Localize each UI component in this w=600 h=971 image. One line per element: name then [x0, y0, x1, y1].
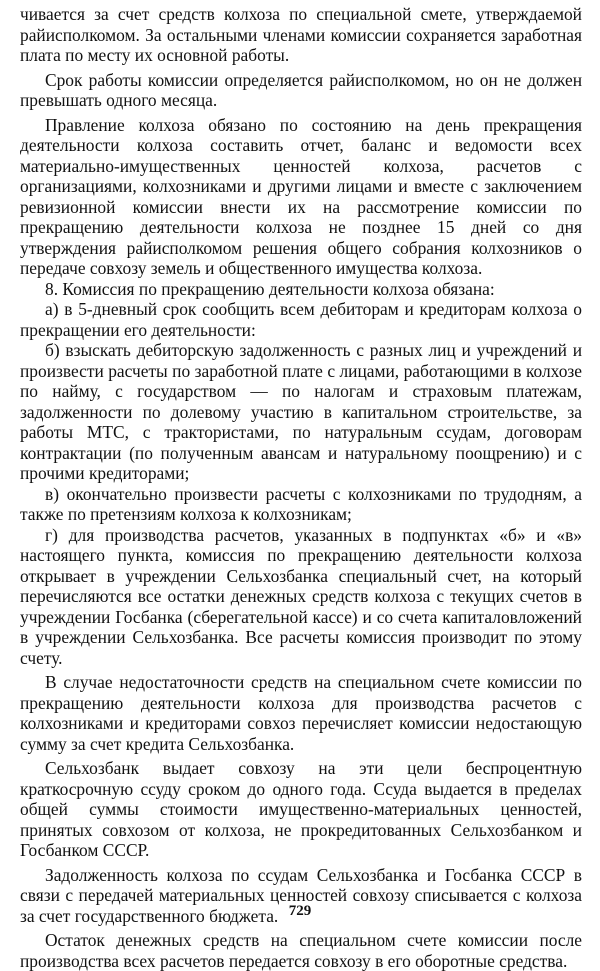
paragraph-6: б) взыскать дебиторскую задолженность с разных лиц и учреждений и произвести расчеты по заработной плате с лицами, работающими в колхозе по найму, с государством — по налогам и страховым платежам, задолженности по долевому участию в капитальном строительстве, за работы МТС, с трактористами, по натуральным ссудам, договорам контрактации (по полученным авансам и натуральному поощрению) и с прочими кредиторами; — [20, 340, 582, 483]
paragraph-12: Остаток денежных средств на специальном счете комиссии после производства всех расчетов передается совхозу в его оборотные средства. — [20, 930, 582, 971]
page-number: 729 — [288, 903, 312, 919]
paragraph-2: Срок работы комиссии определяется райисполкомом, но он не должен превышать одного месяца. — [20, 69, 582, 110]
paragraph-8: г) для производства расчетов, указанных в подпунктах «б» и «в» настоящего пункта, комиссия по прекращению деятельности колхоза открывает в учреждении Сельхозбанка специальный счет, на который перечисляются все остатки денежных средств колхоза с текущих счетов в учреждении Госбанка (сберегательной кассе) и со счета капиталовложений в учреждении Сельхозбанка. Все расчеты комиссия производит по этому счету. — [20, 524, 582, 668]
paragraph-11: Задолженность колхоза по ссудам Сельхозбанка и Госбанка СССР в связи с передачей материальных ценностей совхозу списывается с колхоза за счет государственного бюджета. — [20, 864, 582, 926]
paragraph-4: 8. Комиссия по прекращению деятельности колхоза обязана: — [45, 278, 495, 299]
paragraph-3: Правление колхоза обязано по состоянию на день прекращения деятельности колхоза составить отчет, баланс и ведомости всех материально-имущественных ценностей колхоза, расчетов с организациями, колхозниками и другими лицами и вместе с заключением ревизионной комиссии внести их на рассмотрение комиссии по прекращению деятельности колхоза не позднее 15 дней со дня утверждения райисполкомом решения общего собрания колхозников о передаче совхозу земель и общественного имущества колхоза. — [20, 114, 582, 278]
paragraph-5: а) в 5-дневный срок сообщить всем дебиторам и кредиторам колхоза о прекращении его деятельности: — [20, 299, 582, 340]
paragraph-10: Сельхозбанк выдает совхозу на эти цели беспроцентную краткосрочную ссуду сроком до одного года. Ссуда выдается в пределах общей суммы стоимости имущественно-материальных ценностей, принятых совхозом от колхоза, не прокредитованных Сельхозбанком и Госбанком СССР. — [20, 758, 582, 860]
paragraph-7: в) окончательно произвести расчеты с колхозниками по трудодням, а также по претензиям колхоза к колхозникам; — [20, 483, 582, 524]
document-page — [20, 4, 582, 971]
paragraph-1: чивается за счет средств колхоза по специальной смете, утверждаемой райисполкомом. За остальными членами комиссии сохраняется заработная плата по месту их основной работы. — [20, 4, 582, 65]
paragraph-9: В случае недостаточности средств на специальном счете комиссии по прекращению деятельности колхоза для производства расчетов с колхозниками и кредиторами совхоз перечисляет комиссии недостающую сумму за счет кредита Сельхозбанка. — [20, 672, 582, 754]
